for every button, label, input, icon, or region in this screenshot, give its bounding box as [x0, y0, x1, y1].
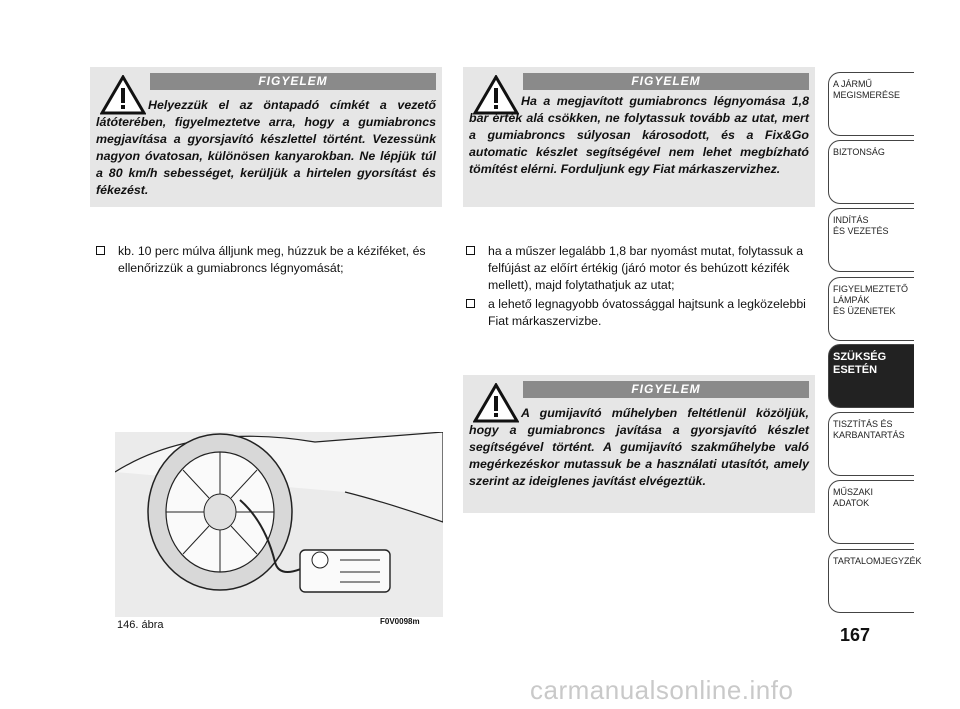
chapter-tab[interactable] — [828, 344, 914, 408]
warning-text: A gumijavító műhelyben feltétlenül közöljük, hogy a gumiabroncs javítása a gyorsjavító készlet segítségével történt. A gumijavító szakműhelybe való megérkezéskor mutassuk be a használati utasítót, amely szerint az ideiglenes javítást elvégeztük. — [469, 406, 809, 488]
chapter-tab-label: ÉS VEZETÉS — [833, 226, 889, 236]
chapter-tab[interactable] — [828, 549, 922, 613]
chapter-tab[interactable] — [828, 480, 914, 544]
list-item: ha a műszer legalább 1,8 bar nyomást mutat, folytassuk a felfújást az előírt értékig (járó motor és behúzott kézifék mellett), majd folytathatjuk az utat; — [466, 243, 814, 294]
warning-header: FIGYELEM — [150, 73, 436, 90]
tire-repair-illustration — [115, 432, 443, 617]
left-bullet-list — [96, 243, 441, 279]
warning-text: Helyezzük el az öntapadó címkét a vezető látóterében, figyelmeztetve arra, hogy a gumiabroncs megjavítása a gyorsjavító készlettel történt. Vezessünk nagyon óvatosan, különösen kanyarokban. Ne lépjük túl a 80 km/h sebességet, kerüljük a hirtelen gyorsítást és fékezést. — [96, 98, 436, 197]
chapter-tab-label: INDÍTÁS — [833, 215, 869, 225]
warning-box-1 — [90, 67, 442, 207]
warning-box-3 — [463, 375, 815, 513]
bullet-box-icon — [466, 246, 475, 255]
warning-text: Ha a megjavított gumiabroncs légnyomása 1,8 bar érték alá csökken, ne folytassuk tovább az utat, mert a gumiabroncs súlyosan károsodott, és a Fix&Go automatic készlet segítségével nem lehet megbízható tömítést elérni. Forduljunk egy Fiat márkaszervizhez. — [469, 94, 809, 176]
right-bullet-list — [466, 243, 814, 332]
warning-header: FIGYELEM — [523, 381, 809, 398]
chapter-tab-label: TISZTÍTÁS ÉS — [833, 419, 893, 429]
chapter-tab-label: TARTALOMJEGYZÉK — [833, 556, 922, 566]
chapter-tab-label: FIGYELMEZTETŐ — [833, 284, 909, 294]
list-item: kb. 10 perc múlva álljunk meg, húzzuk be a kéziféket, és ellenőrizzük a gumiabroncs légnyomását; — [96, 243, 441, 277]
chapter-tab-label: ESETÉN — [833, 364, 878, 376]
bullet-box-icon — [96, 246, 105, 255]
chapter-tab-label: KARBANTARTÁS — [833, 430, 905, 440]
chapter-tab[interactable] — [828, 277, 914, 341]
figure-code: F0V0098m — [380, 617, 420, 626]
chapter-tab-label: SZÜKSÉG — [833, 351, 887, 363]
chapter-tab-label: LÁMPÁK — [833, 295, 870, 305]
page-number: 167 — [840, 625, 871, 645]
figure-caption: 146. ábra — [117, 619, 164, 631]
chapter-tab-label: MEGISMERÉSE — [833, 90, 901, 100]
chapter-tab[interactable] — [828, 208, 914, 272]
chapter-tab[interactable] — [828, 412, 914, 476]
chapter-tab-label: ÉS ÜZENETEK — [833, 306, 896, 316]
chapter-tab-label: ADATOK — [833, 498, 870, 508]
chapter-tab-label: BIZTONSÁG — [833, 147, 885, 157]
warning-box-2 — [463, 67, 815, 207]
chapter-tab-label: A JÁRMŰ — [833, 79, 873, 89]
chapter-tab[interactable] — [828, 72, 914, 136]
watermark: carmanualsonline.info — [530, 675, 794, 705]
bullet-box-icon — [466, 299, 475, 308]
warning-header: FIGYELEM — [523, 73, 809, 90]
chapter-tab-label: MŰSZAKI — [833, 487, 874, 497]
list-item: a lehető legnagyobb óvatossággal hajtsunk a legközelebbi Fiat márkaszervizbe. — [466, 296, 814, 330]
wheel-compressor-drawing — [115, 432, 443, 617]
chapter-tab[interactable] — [828, 140, 914, 204]
